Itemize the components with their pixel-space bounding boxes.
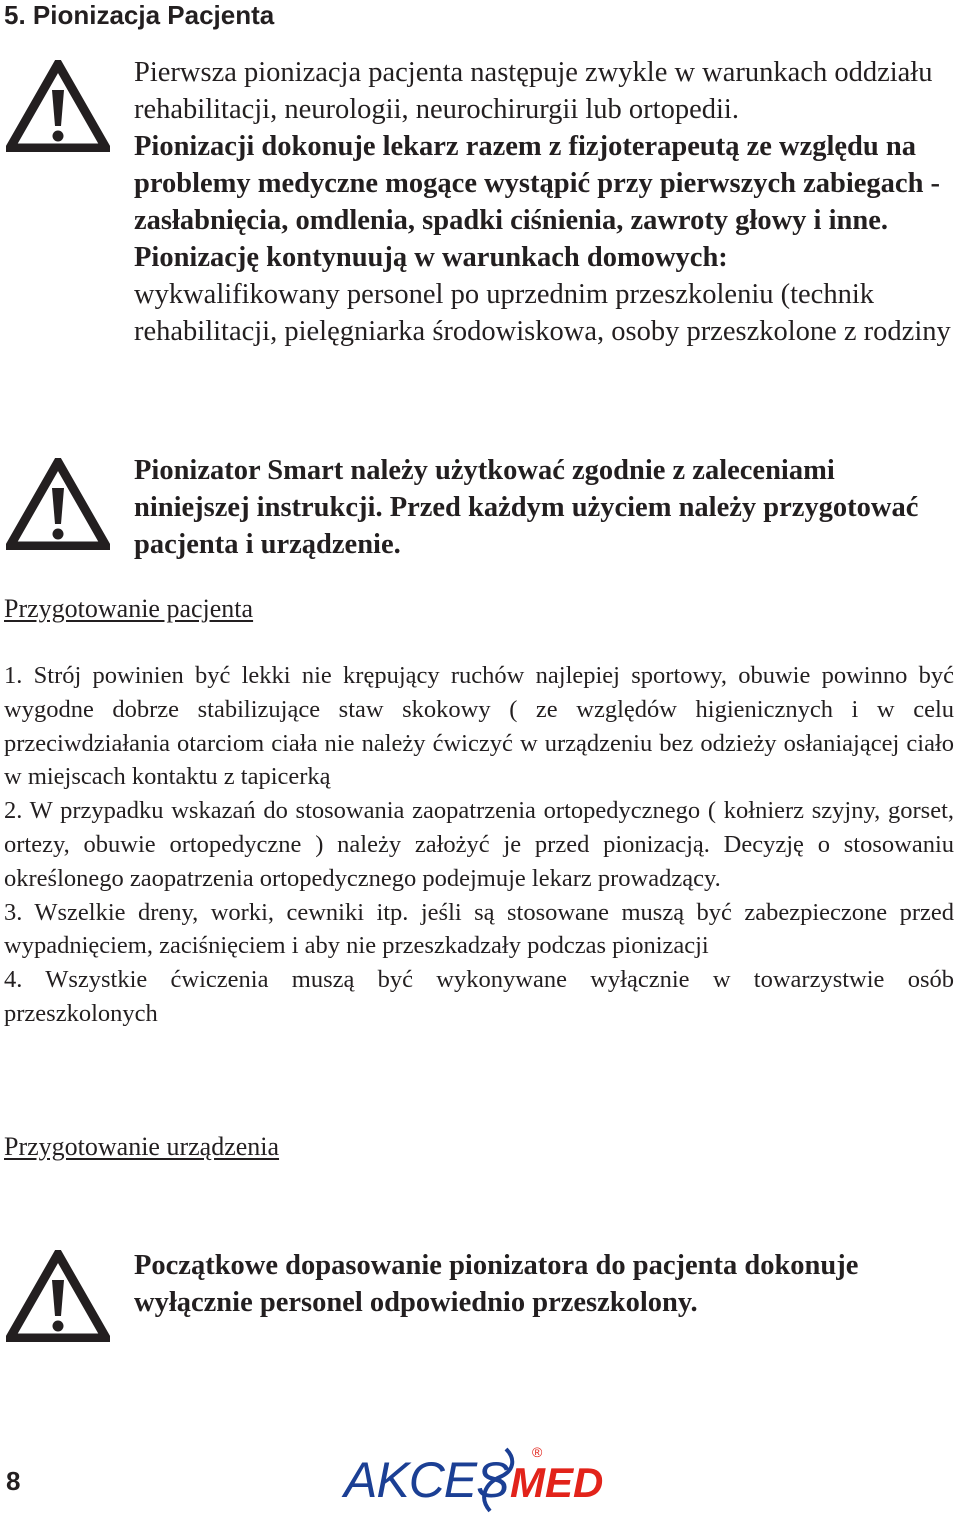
warning-2-notice: Pionizator Smart należy użytkować zgodnie z zaleceniami niniejszej instrukcji. Przed każdym użyciem należy przygotować pacjenta i urządzenie. <box>134 455 919 560</box>
akcesmed-logo <box>340 1437 625 1517</box>
warning-1-text <box>134 54 954 350</box>
device-prep-heading: Przygotowanie urządzenia <box>4 1132 280 1161</box>
warning-triangle-icon <box>6 458 110 550</box>
list-item: 1. Strój powinien być lekki nie krępujący ruchów najlepiej sportowy, obuwie powinno być wygodne dobrze stabilizujące staw skokowy ( ze względów higienicznych i w celu przeciwdziałania otarciom ciała nie należy ćwiczyć w urządzeniu bez odzieży osłaniającej ciało w miejscach kontaktu z tapicerką <box>4 662 954 791</box>
list-item: 4. Wszystkie ćwiczenia muszą być wykonywane wyłącznie w towarzystwie osób przeszkolonych <box>4 966 954 1027</box>
warning-1-bold-notice: Pionizacji dokonuje lekarz razem z fizjoterapeutą ze względu na problemy medyczne mogące wystąpić przy pierwszych zabiegach - zasłabnięcia, omdlenia, spadki ciśnienia, zawroty głowy i inne. <box>134 131 941 236</box>
warning-triangle-icon <box>6 1250 110 1342</box>
logo-text-right: MED <box>510 1459 604 1506</box>
warning-3-text <box>134 1247 944 1321</box>
patient-prep-list <box>4 659 954 1031</box>
warning-2-text <box>134 452 954 563</box>
section-title: 5. Pionizacja Pacjenta <box>4 0 275 30</box>
logo-registered-mark: ® <box>532 1444 543 1460</box>
warning-triangle-icon <box>6 60 110 152</box>
logo-text-left: AKCES <box>344 1452 509 1508</box>
warning-1-home-heading: Pionizację kontynuują w warunkach domowych: <box>134 242 728 273</box>
warning-3-notice: Początkowe dopasowanie pionizatora do pacjenta dokonuje wyłącznie personel odpowiednio przeszkolony. <box>134 1250 859 1318</box>
page-number: 8 <box>6 1466 21 1496</box>
list-item: 2. W przypadku wskazań do stosowania zaopatrzenia ortopedycznego ( kołnierz szyjny, gorset, ortezy, obuwie ortopedyczne ) należy założyć je przed pionizacją. Decyzję o stosowaniu określonego zaopatrzenia ortopedycznego podejmuje lekarz prowadzący. <box>4 797 954 892</box>
patient-prep-heading: Przygotowanie pacjenta <box>4 594 254 623</box>
warning-1-personnel: wykwalifikowany personel po uprzednim przeszkoleniu (technik rehabilitacji, pielęgniarka środowiskowa, osoby przeszkolone z rodziny <box>134 279 951 347</box>
list-item: 3. Wszelkie dreny, worki, cewniki itp. jeśli są stosowane muszą być zabezpieczone przed wypadnięciem, zaciśnięciem i aby nie przeszkadzały podczas pionizacji <box>4 898 954 960</box>
warning-1-intro: Pierwsza pionizacja pacjenta następuje zwykle w warunkach oddziału rehabilitacji, neurologii, neurochirurgii lub ortopedii. <box>134 57 933 125</box>
